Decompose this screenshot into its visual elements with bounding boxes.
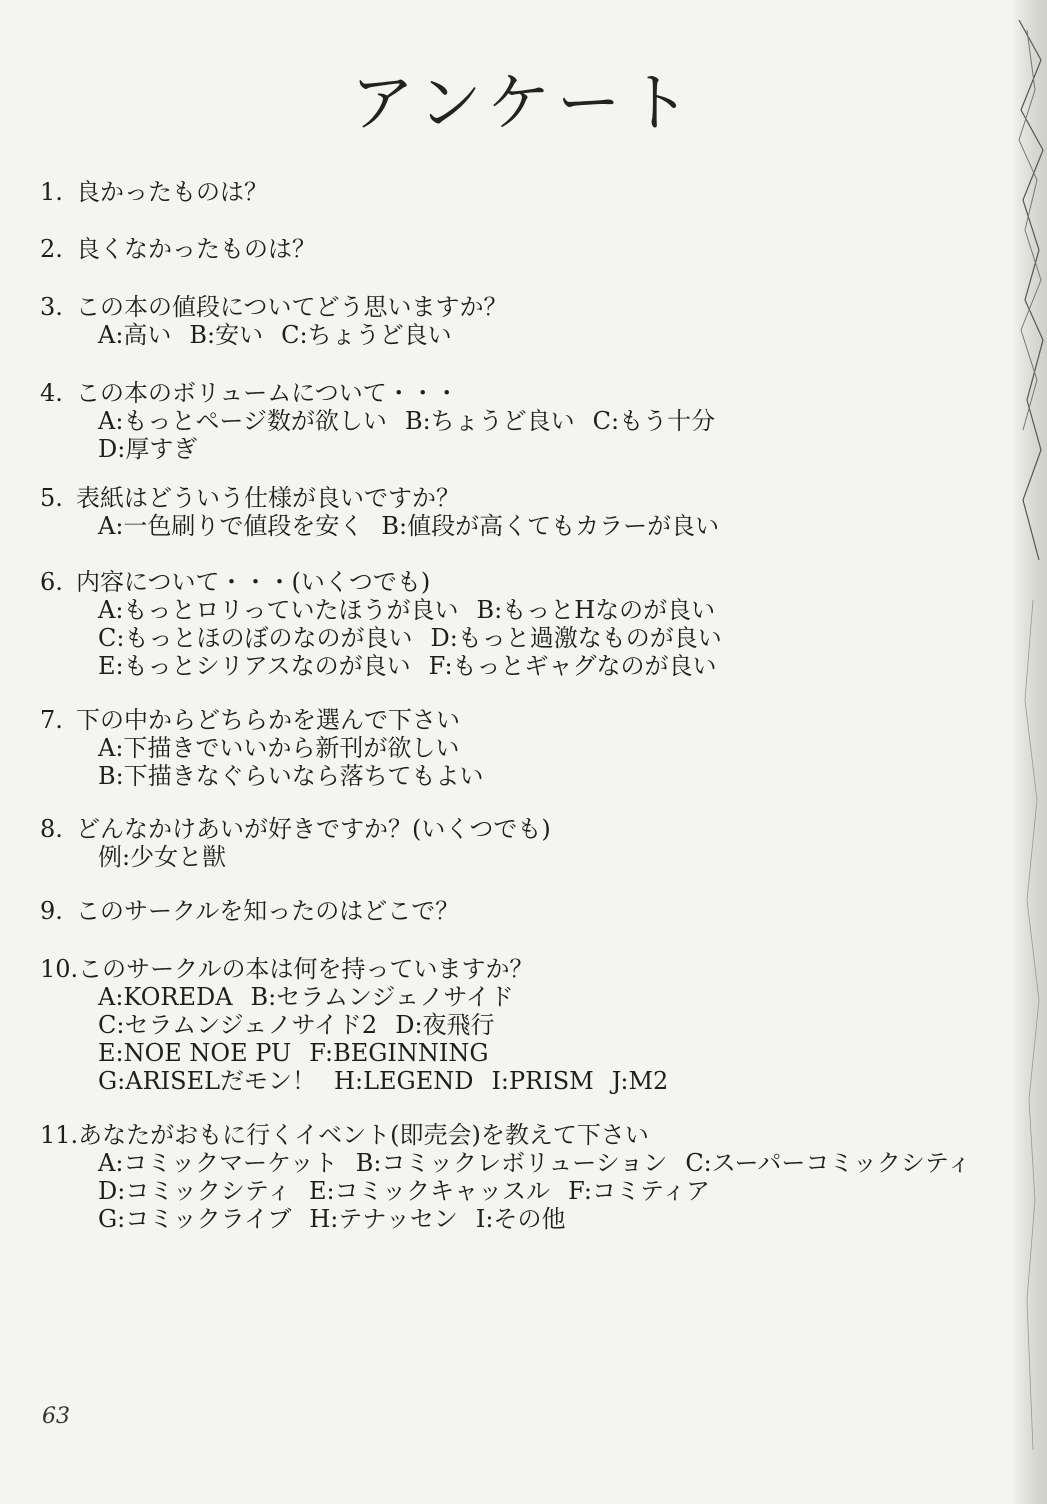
answer-option: E:もっとシリアスなのが良い <box>98 652 411 680</box>
question-text: あなたがおもに行くイベント(即売会)を教えて下さい <box>78 1121 649 1149</box>
question-6 <box>40 568 740 680</box>
answer-option: B:下描きなぐらいなら落ちてもよい <box>98 762 484 790</box>
answer-option: E:NOE NOE PU <box>98 1039 292 1067</box>
answer-options-line <box>40 652 740 680</box>
answer-options-line <box>40 1067 686 1095</box>
answer-options-line <box>40 321 508 349</box>
question-text: 表紙はどういう仕様が良いですか？ <box>76 484 460 512</box>
answer-options-line <box>40 1177 989 1205</box>
question-text: 下の中からどちらかを選んで下さい <box>76 706 460 734</box>
question-text: この本のボリュームについて・・・ <box>76 379 459 407</box>
question-1 <box>40 178 268 206</box>
answer-option: D:もっと過激なものが良い <box>430 624 722 652</box>
answer-option: A:高い <box>98 321 172 349</box>
answer-option: C:もっとほのぼのなのが良い <box>98 624 413 652</box>
question-text: 良かったものは？ <box>76 178 268 206</box>
question-text-line <box>40 897 459 925</box>
answer-option: B:安い <box>189 321 264 349</box>
answer-option: G:ARISELだモン！ <box>98 1067 317 1095</box>
answer-option: C:もう十分 <box>592 407 716 435</box>
answer-options-line <box>40 596 740 624</box>
answer-option: B:セラムンジェノサイド <box>250 983 514 1011</box>
answer-options-line <box>40 983 686 1011</box>
question-number: 5. <box>40 484 63 512</box>
question-5 <box>40 484 737 540</box>
question-number: 2. <box>40 235 63 263</box>
question-text: 良くなかったものは？ <box>76 235 316 263</box>
question-number: 8. <box>40 815 63 843</box>
answer-options-line <box>40 1039 686 1067</box>
answer-option: B:ちょうど良い <box>404 407 575 435</box>
answer-option: A:一色刷りで値段を安く <box>98 512 364 540</box>
answer-option: G:コミックライブ <box>98 1205 292 1233</box>
answer-option: F:コミティア <box>568 1177 711 1205</box>
question-number: 1. <box>40 178 63 206</box>
answer-option: I:PRISM <box>491 1067 594 1095</box>
answer-options-line <box>40 762 501 790</box>
answer-option: B:コミックレボリューション <box>355 1149 668 1177</box>
answer-option: H:LEGEND <box>334 1067 474 1095</box>
question-10 <box>40 955 686 1095</box>
question-number: 4. <box>40 379 63 407</box>
answer-option: B:もっとHなのが良い <box>476 596 716 624</box>
answer-option: D:厚すぎ <box>98 435 198 463</box>
answer-option: A:もっとロリっていたほうが良い <box>98 596 459 624</box>
question-11 <box>40 1121 989 1233</box>
edge-scribble-marks <box>1013 0 1047 1504</box>
question-text-line <box>40 484 737 512</box>
question-text-line <box>40 568 740 596</box>
answer-options-line <box>40 512 737 540</box>
question-8 <box>40 815 551 871</box>
question-4 <box>40 379 733 463</box>
answer-option: A:KOREDA <box>98 983 233 1011</box>
question-text-line <box>40 178 268 206</box>
answer-option: A:もっとページ数が欲しい <box>98 407 387 435</box>
page-title: アンケート <box>350 67 697 141</box>
page-number: 63 <box>42 1404 70 1429</box>
question-7 <box>40 706 501 790</box>
question-number: 3. <box>40 293 63 321</box>
answer-option: H:テナッセン <box>309 1205 458 1233</box>
question-text-line <box>40 815 551 843</box>
question-text: 内容について・・・(いくつでも) <box>76 568 431 596</box>
answer-options-line <box>40 1205 989 1233</box>
answer-option: A:コミックマーケット <box>98 1149 338 1177</box>
question-text-line <box>40 379 733 407</box>
question-number: 6. <box>40 568 63 596</box>
answer-options-line <box>40 435 733 463</box>
answer-options-line <box>40 843 551 871</box>
question-text-line <box>40 1121 989 1149</box>
answer-option: F:BEGINNING <box>309 1039 489 1067</box>
answer-option: I:その他 <box>475 1205 566 1233</box>
question-number: 11. <box>40 1121 79 1149</box>
question-text: この本の値段についてどう思いますか？ <box>76 293 508 321</box>
question-text: このサークルの本は何を持っていますか？ <box>78 955 534 983</box>
question-text-line <box>40 293 508 321</box>
answer-option: D:コミックシティ <box>98 1177 291 1205</box>
question-2 <box>40 235 316 263</box>
answer-option: C:セラムンジェノサイド2 <box>98 1011 378 1039</box>
answer-option: A:下描きでいいから新刊が欲しい <box>98 734 460 762</box>
question-9 <box>40 897 459 925</box>
question-text: このサークルを知ったのはどこで？ <box>76 897 460 925</box>
answer-option: J:M2 <box>611 1067 669 1095</box>
question-number: 9. <box>40 897 63 925</box>
question-text-line <box>40 955 686 983</box>
answer-option: B:値段が高くてもカラーが良い <box>381 512 720 540</box>
answer-option: 例:少女と獣 <box>98 843 227 871</box>
question-number: 7. <box>40 706 63 734</box>
question-text-line <box>40 235 316 263</box>
answer-options-line <box>40 624 740 652</box>
answer-options-line <box>40 1149 989 1177</box>
question-text: どんなかけあいが好きですか？(いくつでも) <box>76 815 551 843</box>
question-number: 10. <box>40 955 79 983</box>
answer-options-line <box>40 1011 686 1039</box>
answer-options-line <box>40 407 733 435</box>
answer-options-line <box>40 734 501 762</box>
answer-option: E:コミックキャッスル <box>308 1177 551 1205</box>
answer-option: C:スーパーコミックシティ <box>685 1149 971 1177</box>
question-3 <box>40 293 508 349</box>
question-text-line <box>40 706 501 734</box>
answer-option: F:もっとギャグなのが良い <box>428 652 717 680</box>
answer-option: C:ちょうど良い <box>281 321 452 349</box>
answer-option: D:夜飛行 <box>395 1011 495 1039</box>
